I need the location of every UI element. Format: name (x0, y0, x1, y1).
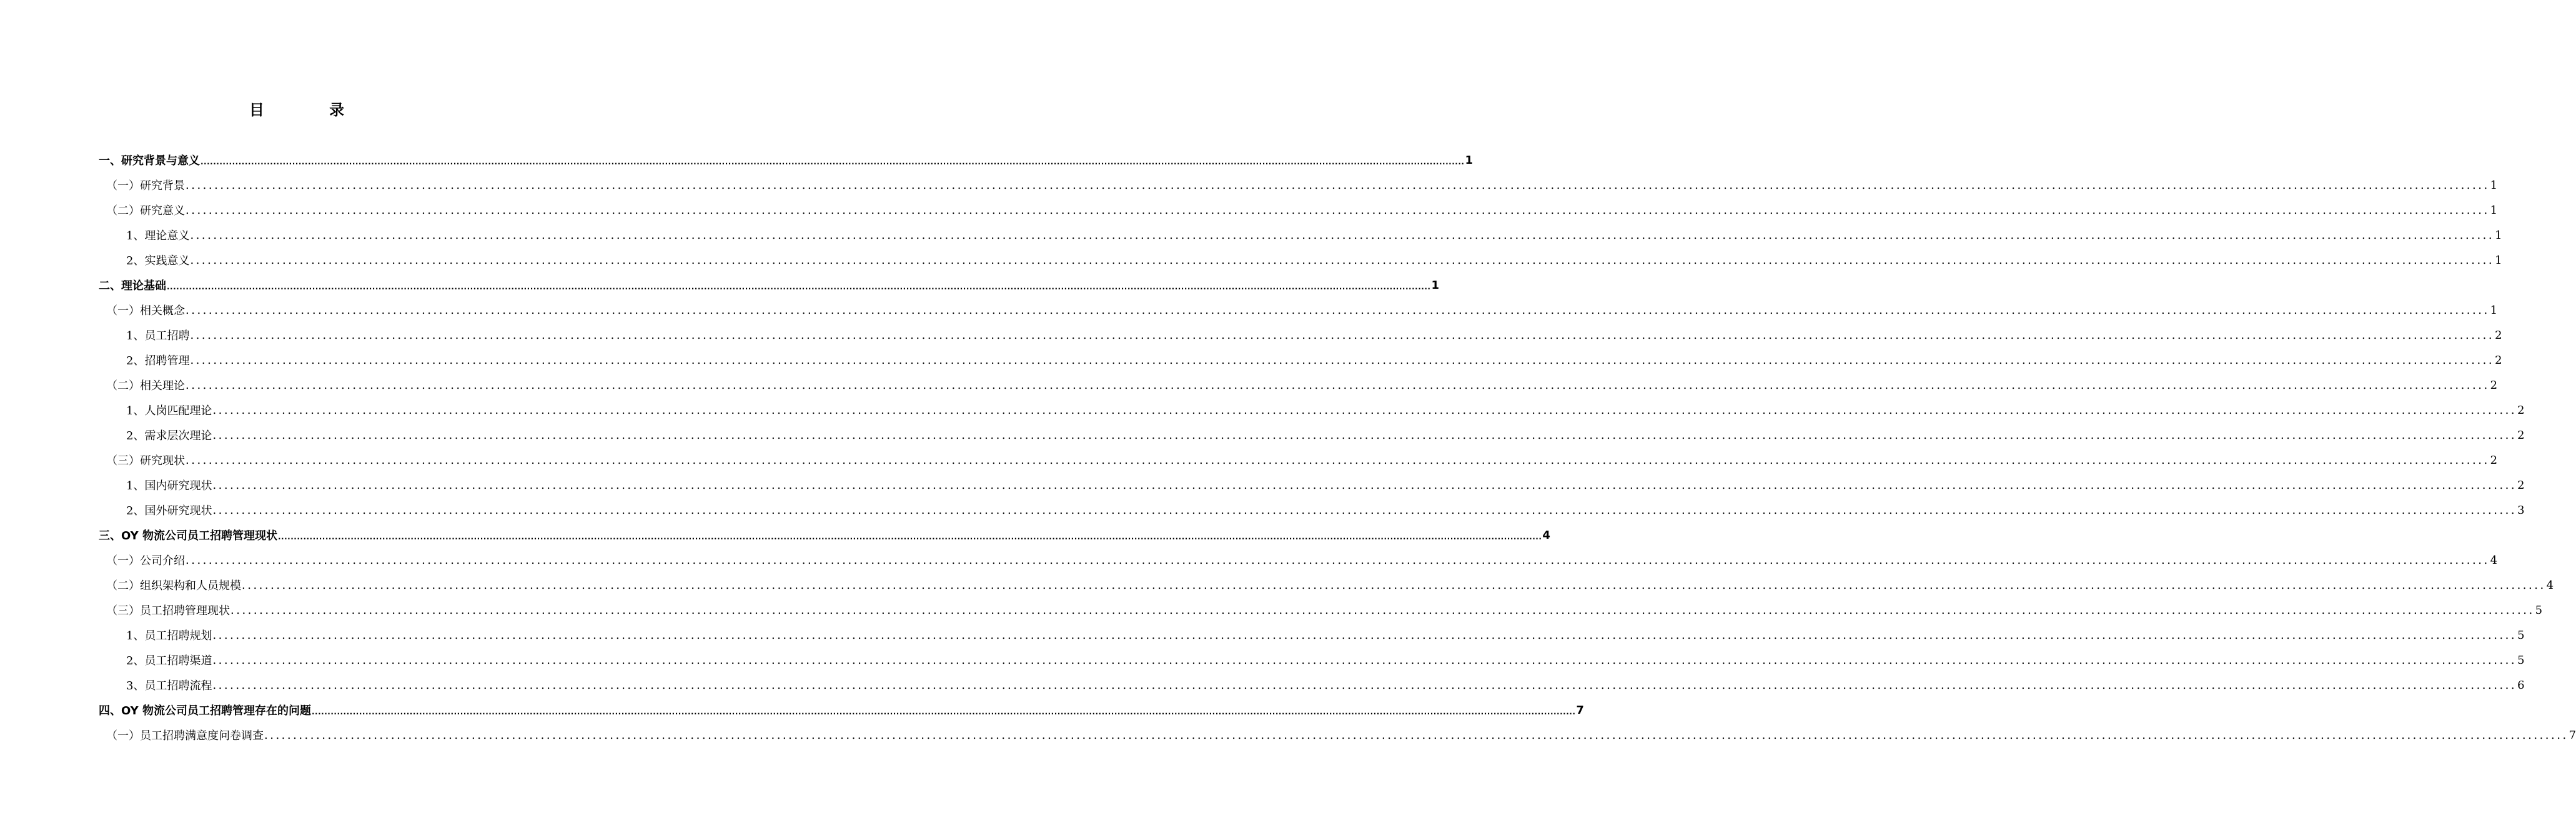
toc-entry-label: 四、OY 物流公司员工招聘管理存在的问题 (99, 704, 311, 718)
toc-entry[interactable] (99, 498, 2525, 522)
toc-page-number: 1 (2490, 203, 2498, 217)
toc-entry-label: 3、员工招聘流程 (126, 679, 212, 692)
toc-title: 目 录 (249, 101, 375, 119)
toc-dot-leader: ................................................................................................................................................................................................................................................................................................................................................................................................................ (190, 228, 2495, 242)
toc-entry-label: （一）研究背景 (106, 179, 185, 192)
toc-entry-label: 2、员工招聘渠道 (126, 654, 212, 668)
toc-dot-leader: ................................................................................................................................................................................................................................................................................................................................................................................................................ (264, 728, 2569, 742)
toc-entry-label: 2、国外研究现状 (126, 504, 212, 518)
toc-entry[interactable] (99, 448, 2498, 472)
toc-page-number: 7 (2569, 728, 2576, 742)
toc-dot-leader: ................................................................................................................................................................................................................................................................................................................................................................................................................ (190, 328, 2495, 342)
toc-entry-label: 2、招聘管理 (126, 354, 190, 368)
toc-page-number: 4 (1542, 528, 1550, 542)
toc-dot-leader: ................................................................................................................................................................................................................................................................................................................................................................................................................ (230, 603, 2535, 617)
toc-entry[interactable] (99, 648, 2525, 672)
toc-entry[interactable] (99, 248, 2502, 272)
toc-dot-leader: ................................................................................................................................................................................................................................................................................................................................................................................................................ (186, 203, 2490, 217)
toc-page-number: 2 (2517, 428, 2525, 442)
toc-entry[interactable] (99, 698, 1584, 722)
toc-entry[interactable] (99, 148, 1473, 172)
toc-page-number: 1 (2495, 228, 2502, 242)
toc-page-number: 4 (2546, 578, 2554, 592)
toc-entry-label: （一）公司介绍 (106, 554, 185, 568)
toc-entry[interactable] (99, 398, 2525, 422)
toc-dot-leader: ................................................................................................................................................................................................................................................................................................................................................................................................................ (311, 708, 1576, 716)
toc-entry[interactable] (99, 272, 1439, 298)
toc-entry-label: 1、员工招聘规划 (126, 629, 212, 642)
toc-entry-label: 1、理论意义 (126, 229, 190, 242)
toc-dot-leader: ................................................................................................................................................................................................................................................................................................................................................................................................................ (167, 282, 1431, 291)
toc-dot-leader: ................................................................................................................................................................................................................................................................................................................................................................................................................ (212, 478, 2517, 492)
toc-entry[interactable] (99, 622, 2525, 648)
toc-page-number: 1 (1431, 278, 1439, 292)
toc-entry-label: （一）员工招聘满意度问卷调查 (106, 729, 264, 742)
toc-page-number: 1 (2490, 178, 2498, 192)
toc-page-number: 3 (2517, 503, 2525, 517)
toc-entry[interactable] (99, 572, 2554, 598)
toc-entry-label: （三）研究现状 (106, 454, 185, 468)
toc-entry-label: 2、需求层次理论 (126, 429, 212, 442)
toc-entry[interactable] (99, 172, 2498, 198)
toc-dot-leader: ................................................................................................................................................................................................................................................................................................................................................................................................................ (186, 178, 2490, 192)
toc-dot-leader: ................................................................................................................................................................................................................................................................................................................................................................................................................ (212, 403, 2517, 417)
toc-page-number: 6 (2517, 678, 2525, 692)
toc-page-number: 5 (2517, 653, 2525, 667)
toc-dot-leader: ................................................................................................................................................................................................................................................................................................................................................................................................................ (212, 428, 2517, 442)
toc-entry-label: （二）相关理论 (106, 379, 185, 392)
toc-entry[interactable] (99, 298, 2498, 322)
toc-dot-leader: ................................................................................................................................................................................................................................................................................................................................................................................................................ (190, 253, 2495, 267)
toc-page-number: 2 (2495, 353, 2502, 367)
toc-dot-leader: ................................................................................................................................................................................................................................................................................................................................................................................................................ (201, 158, 1465, 166)
toc-entry-label: 2、实践意义 (126, 254, 190, 268)
toc-page-number: 2 (2517, 403, 2525, 417)
toc-entry[interactable] (99, 472, 2525, 498)
toc-entry[interactable] (99, 198, 2498, 222)
toc-page-number: 1 (2495, 253, 2502, 267)
toc-entry[interactable] (99, 522, 1550, 548)
toc-dot-leader: ................................................................................................................................................................................................................................................................................................................................................................................................................ (212, 653, 2517, 667)
toc-entry[interactable] (99, 722, 2576, 748)
toc-entry-label: （三）员工招聘管理现状 (106, 604, 230, 618)
toc-entry[interactable] (99, 348, 2502, 372)
toc-entry[interactable] (99, 598, 2543, 622)
toc-entry-label: （一）相关概念 (106, 304, 185, 318)
toc-page-number: 1 (2490, 303, 2498, 317)
toc-entry-label: （二）研究意义 (106, 204, 185, 218)
toc-dot-leader: ................................................................................................................................................................................................................................................................................................................................................................................................................ (186, 303, 2490, 317)
toc-page-number: 5 (2517, 628, 2525, 642)
toc-entry-label: 1、员工招聘 (126, 329, 190, 342)
toc-entry[interactable] (99, 322, 2502, 348)
toc-page-number: 4 (2490, 553, 2498, 567)
toc-dot-leader: ................................................................................................................................................................................................................................................................................................................................................................................................................ (186, 553, 2490, 567)
toc-page-number: 2 (2490, 378, 2498, 392)
toc-entry[interactable] (99, 672, 2525, 698)
toc-dot-leader: ................................................................................................................................................................................................................................................................................................................................................................................................................ (190, 353, 2495, 367)
toc-page-number: 2 (2517, 478, 2525, 492)
toc-page-number: 5 (2535, 603, 2543, 617)
toc-page-number: 2 (2495, 328, 2502, 342)
toc-entry-label: 1、人岗匹配理论 (126, 404, 212, 418)
toc-entry-label: （二）组织架构和人员规模 (106, 579, 241, 592)
toc-dot-leader: ................................................................................................................................................................................................................................................................................................................................................................................................................ (186, 378, 2490, 392)
toc-entry[interactable] (99, 222, 2502, 248)
toc-entry-label: 一、研究背景与意义 (99, 154, 200, 168)
toc-dot-leader: ................................................................................................................................................................................................................................................................................................................................................................................................................ (186, 453, 2490, 467)
toc-dot-leader: ................................................................................................................................................................................................................................................................................................................................................................................................................ (277, 532, 1542, 541)
toc-list (99, 148, 2576, 748)
toc-dot-leader: ................................................................................................................................................................................................................................................................................................................................................................................................................ (242, 578, 2546, 592)
toc-dot-leader: ................................................................................................................................................................................................................................................................................................................................................................................................................ (212, 678, 2517, 692)
toc-entry[interactable] (99, 422, 2525, 448)
toc-entry[interactable] (99, 372, 2498, 398)
toc-entry-label: 三、OY 物流公司员工招聘管理现状 (99, 529, 277, 542)
toc-dot-leader: ................................................................................................................................................................................................................................................................................................................................................................................................................ (212, 503, 2517, 517)
toc-entry-label: 1、国内研究现状 (126, 479, 212, 492)
toc-page-number: 2 (2490, 453, 2498, 467)
toc-page-number: 7 (1576, 703, 1584, 717)
toc-page-number: 1 (1465, 153, 1473, 167)
toc-dot-leader: ................................................................................................................................................................................................................................................................................................................................................................................................................ (212, 628, 2517, 642)
toc-entry[interactable] (99, 548, 2498, 572)
toc-entry-label: 二、理论基础 (99, 279, 166, 292)
